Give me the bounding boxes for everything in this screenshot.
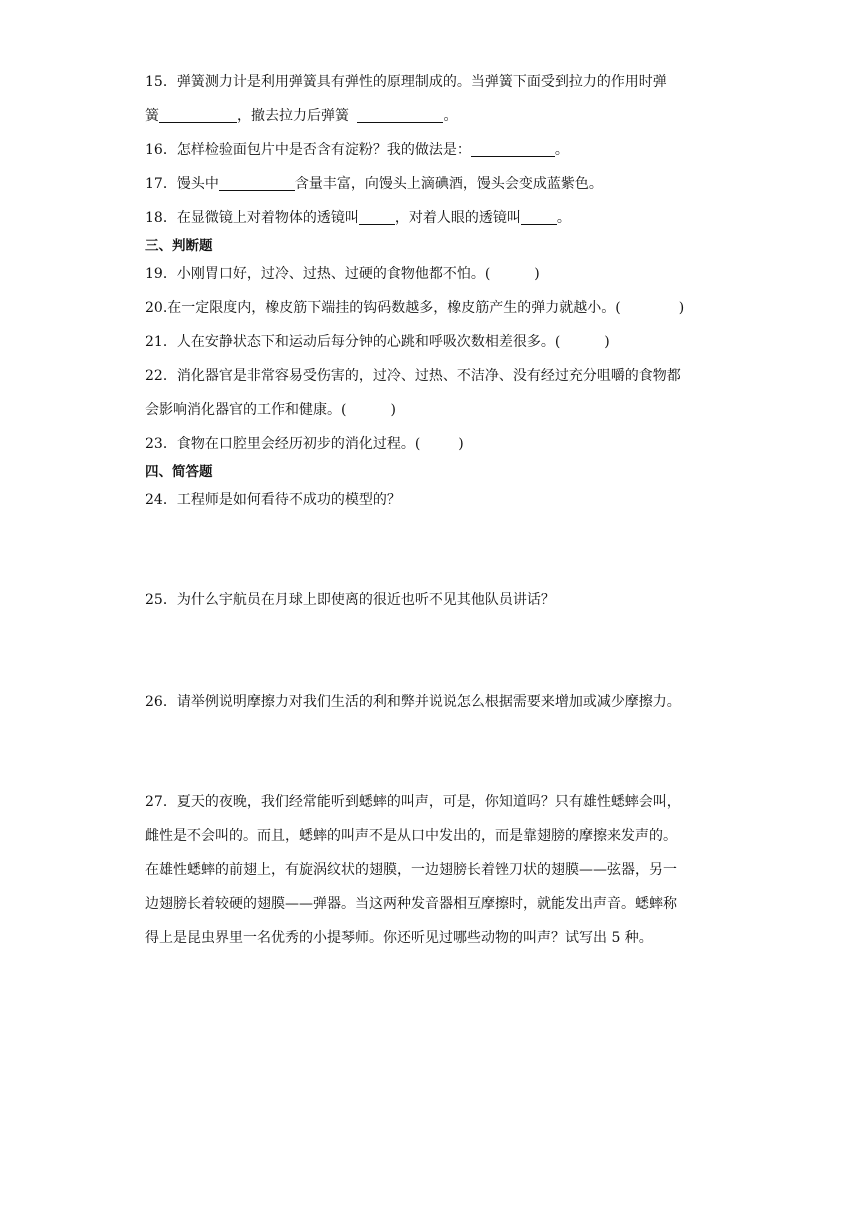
answer-blank-18a[interactable] [359, 210, 395, 225]
question-17 [145, 174, 603, 194]
question-21-close: ) [604, 334, 610, 350]
question-16-end: 。 [554, 142, 569, 158]
answer-blank-18b[interactable] [521, 210, 557, 225]
question-24: 24．工程师是如何看待不成功的模型的？ [145, 492, 401, 508]
question-22-line-2 [145, 400, 396, 420]
question-15-text-b3: 。 [443, 108, 458, 124]
question-23-text: 23．食物在口腔里会经历初步的消化过程。( [145, 436, 421, 452]
question-18-text-a: 18．在显微镜上对着物体的透镜叫 [145, 210, 359, 226]
question-18-text-c: 。 [556, 210, 571, 226]
question-27-line-3: 在雄性蟋蟀的前翅上，有旋涡纹状的翅膜，一边翅膀长着锉刀状的翅膜——弦器，另一 [145, 862, 677, 878]
question-19-close: ) [534, 266, 540, 282]
question-20-close: ) [678, 300, 685, 316]
question-27-line-1: 27．夏天的夜晚，我们经常能听到蟋蟀的叫声，可是，你知道吗？只有雄性蟋蟀会叫， [145, 794, 681, 810]
section-heading-short-answer: 四、简答题 [145, 464, 213, 480]
question-18-text-b: ，对着人眼的透镜叫 [394, 210, 521, 226]
question-21-text: 21．人在安静状态下和运动后每分钟的心跳和呼吸次数相差很多。( [145, 334, 561, 350]
question-19-text: 19．小刚胃口好，过冷、过热、过硬的食物他都不怕。( [145, 266, 491, 282]
question-18 [145, 208, 571, 228]
question-23 [145, 434, 464, 454]
question-15-text-b2: ，撤去拉力后弹簧 [237, 108, 349, 124]
question-21 [145, 332, 610, 352]
question-19 [145, 264, 540, 284]
question-15-text-b1: 簧 [145, 108, 159, 124]
section-heading-judgment: 三、判断题 [145, 238, 213, 254]
question-22-line-1 [145, 366, 681, 386]
question-26: 26．请举例说明摩擦力对我们生活的利和弊并说说怎么根据需要来增加或减少摩擦力。 [145, 694, 681, 710]
question-22-text-b: 会影响消化器官的工作和健康。( [145, 402, 347, 418]
question-27-line-4: 边翅膀长着较硬的翅膜——弹器。当这两种发音器相互摩擦时，就能发出声音。蟋蟀称 [145, 896, 677, 912]
question-15-line-2 [145, 106, 457, 126]
answer-blank-15a[interactable] [159, 108, 237, 123]
question-22-close: ) [390, 402, 396, 418]
answer-blank-16[interactable] [471, 142, 555, 157]
question-20 [145, 298, 684, 318]
question-27-line-5: 得上是昆虫界里一名优秀的小提琴师。你还听见过哪些动物的叫声？试写出 5 种。 [145, 930, 653, 946]
question-15-text: 15．弹簧测力计是利用弹簧具有弹性的原理制成的。当弹簧下面受到拉力的作用时弹 [145, 74, 667, 90]
answer-blank-15b[interactable] [357, 108, 443, 123]
question-15-line-1 [145, 72, 667, 92]
question-20-text: 20.在一定限度内，橡皮筋下端挂的钩码数越多，橡皮筋产生的弹力就越小。( [145, 300, 621, 316]
question-16-text: 16．怎样检验面包片中是否含有淀粉？我的做法是： [145, 142, 471, 158]
question-17-text-a: 17．馒头中 [145, 176, 219, 192]
question-16 [145, 140, 569, 160]
question-23-close: ) [458, 436, 464, 452]
question-25: 25．为什么宇航员在月球上即使离的很近也听不见其他队员讲话？ [145, 592, 555, 608]
question-22-text: 22．消化器官是非常容易受伤害的，过冷、过热、不洁净、没有经过充分咀嚼的食物都 [145, 368, 681, 384]
answer-blank-17[interactable] [219, 176, 295, 191]
question-17-text-b: 含量丰富，向馒头上滴碘酒，馒头会变成蓝紫色。 [294, 176, 603, 192]
question-27-line-2: 雌性是不会叫的。而且，蟋蟀的叫声不是从口中发出的，而是靠翅膀的摩擦来发声的。 [145, 828, 677, 844]
